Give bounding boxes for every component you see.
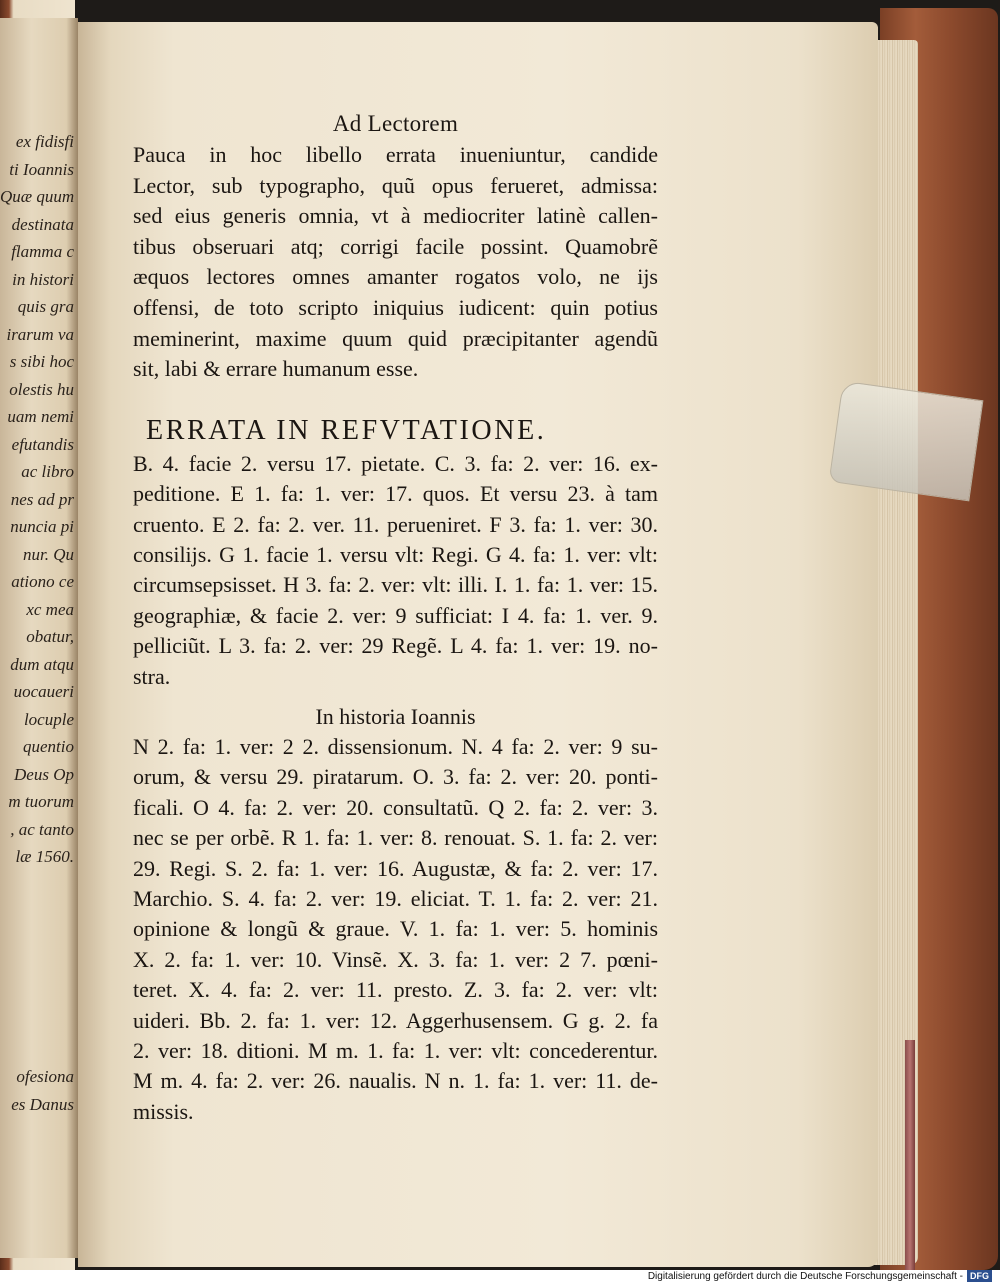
errata-line: teret. X. 4. fa: 2. ver: 11. presto. Z. 3. fa: 2. ver: vlt: — [133, 977, 658, 1003]
page-text — [133, 108, 658, 1127]
errata-line: M m. 4. fa: 2. ver: 26. naualis. N n. 1. fa: 1. ver: 11. de- — [133, 1068, 658, 1094]
left-page-fragment: nes ad pr — [10, 489, 74, 509]
dfg-logo: DFG — [967, 1270, 992, 1282]
left-page-fragment: ex fidisfi — [15, 132, 74, 151]
left-page-fragment: es Danus — [11, 1094, 74, 1114]
errata-line: Marchio. S. 4. fa: 2. ver: 19. eliciat. T. 1. fa: 2. ver: 21. — [133, 886, 658, 912]
errata-line: consilijs. G 1. facie 1. versu vlt: Regi. G 4. fa: 1. ver: vlt: — [133, 541, 658, 567]
page-tab-marker — [829, 381, 984, 502]
left-page-fragment: dum atqu — [10, 654, 74, 674]
text-line: meminerint, maxime quum quid præcipitanter agendũ — [133, 325, 658, 351]
errata-line: orum, & versu 29. piratarum. O. 3. fa: 2. ver: 20. ponti- — [133, 764, 658, 790]
left-page-text — [0, 128, 78, 1118]
errata-line: cruento. E 2. fa: 2. ver. 11. perueniret. F 3. fa: 1. ver: 30. — [133, 511, 658, 537]
left-page-fragment: ti Ioannis — [9, 159, 74, 179]
left-page-fragment: quentio — [23, 737, 74, 756]
ribbon-bookmark — [905, 1040, 915, 1280]
left-page-fragment: xc mea — [26, 599, 74, 619]
left-page-fragment: olestis hu — [9, 379, 74, 399]
errata-title: ERRATA IN REFVTATIONE. — [146, 414, 547, 446]
text-line: offensi, de toto scripto iniquius iudicent: quin potius — [133, 294, 658, 320]
left-page-fragment: m tuorum — [8, 792, 74, 811]
left-page-fragment: irarum va — [6, 324, 74, 344]
errata-line: pelliciũt. L 3. fa: 2. ver: 29 Regẽ. L 4. fa: 1. ver: 19. no- — [133, 633, 658, 659]
text-line: Pauca in hoc libello errata inueniuntur, candide — [133, 142, 658, 167]
historia-heading: In historia Ioannis — [315, 704, 476, 729]
left-page-fragment: quis gra — [17, 297, 74, 316]
errata-line: X. 2. fa: 1. ver: 10. Vinsẽ. X. 3. fa: 1. ver: 2 7. pœni- — [133, 946, 658, 972]
page-heading: Ad Lectorem — [332, 111, 459, 136]
left-page-fragment: Quæ quum — [0, 187, 75, 206]
intro-paragraph — [133, 140, 658, 385]
left-page-fragment — [0, 1008, 78, 1036]
errata-line: nec se per orbẽ. R 1. fa: 1. ver: 8. renouat. S. 1. fa: 2. ver: — [133, 825, 658, 851]
left-page-fragment — [0, 981, 78, 1009]
left-page-fragment — [0, 898, 78, 926]
text-line: Lector, sub typographo, quũ opus ferueret, admissa: — [133, 172, 658, 198]
footer-credit — [648, 1270, 992, 1284]
left-page-fragment: uocaueri — [13, 682, 74, 701]
errata-list — [133, 449, 658, 692]
left-page-fragment: , ac tanto — [10, 819, 74, 839]
left-page-fragment: nuncia pi — [10, 517, 74, 536]
errata-line: stra. — [133, 663, 171, 689]
historia-errata-list — [133, 732, 658, 1127]
errata-line: geographiæ, & facie 2. ver: 9 sufficiat: I 4. fa: 1. ver. 9. — [133, 602, 658, 628]
errata-line: N 2. fa: 1. ver: 2 2. dissensionum. N. 4 fa: 2. ver: 9 su- — [133, 734, 658, 759]
text-line: sed eius generis omnia, vt à mediocriter latinè callen- — [133, 203, 658, 229]
left-page-fragment: in histori — [12, 269, 74, 289]
errata-line: opinione & longũ & graue. V. 1. fa: 1. ver: 5. hominis — [133, 916, 658, 942]
left-page — [0, 18, 78, 1258]
left-page-fragment: nur. Qu — [22, 544, 74, 564]
left-page-fragment — [0, 871, 78, 899]
errata-line: ficali. O 4. fa: 2. ver: 20. consultatũ. Q 2. fa: 2. ver: 3. — [133, 794, 658, 820]
footer-credit-text: Digitalisierung gefördert durch die Deutsche Forschungsgemeinschaft - — [647, 1271, 963, 1282]
text-line: æquos lectores omnes amanter rogatos volo, ne ijs — [133, 264, 658, 290]
left-page-fragment: flamma c — [11, 242, 74, 261]
left-page-fragment: ationo ce — [11, 572, 74, 591]
left-page-fragment — [0, 926, 78, 954]
left-page-fragment — [0, 1036, 78, 1064]
errata-line: circumsepsisset. H 3. fa: 2. ver: vlt: illi. I. 1. fa: 1. ver: 15. — [133, 572, 658, 598]
text-line: sit, labi & errare humanum esse. — [133, 356, 419, 382]
errata-line: uideri. Bb. 2. fa: 1. ver: 12. Aggerhusensem. G g. 2. fa — [133, 1007, 658, 1033]
errata-line: peditione. E 1. fa: 1. ver: 17. quos. Et versu 23. à tam — [133, 481, 658, 507]
left-page-fragment: locuple — [23, 709, 74, 729]
left-page-fragment: ac libro — [21, 462, 74, 481]
errata-line: 2. ver: 18. ditioni. M m. 1. fa: 1. ver: vlt: concederentur. — [133, 1038, 658, 1064]
left-page-fragment — [0, 953, 78, 981]
left-page-fragment: obatur, — [26, 627, 74, 646]
left-page-fragment: efutandis — [11, 434, 74, 454]
left-page-fragment: ofesiona — [16, 1067, 74, 1086]
left-page-fragment: uam nemi — [7, 407, 74, 426]
left-page-fragment: s sibi hoc — [9, 352, 74, 371]
left-page-fragment: Deus Op — [14, 764, 74, 784]
errata-line: B. 4. facie 2. versu 17. pietate. C. 3. fa: 2. ver: 16. ex- — [133, 450, 658, 476]
errata-line: missis. — [133, 1098, 194, 1124]
text-line: tibus obseruari atq; corrigi facile possint. Quamobrẽ — [133, 233, 658, 259]
left-page-fragment: destinata — [11, 214, 74, 234]
errata-line: 29. Regi. S. 2. fa: 1. ver: 16. Augustæ, & fa: 2. ver: 17. — [133, 855, 658, 881]
left-page-fragment: læ 1560. — [15, 847, 74, 866]
